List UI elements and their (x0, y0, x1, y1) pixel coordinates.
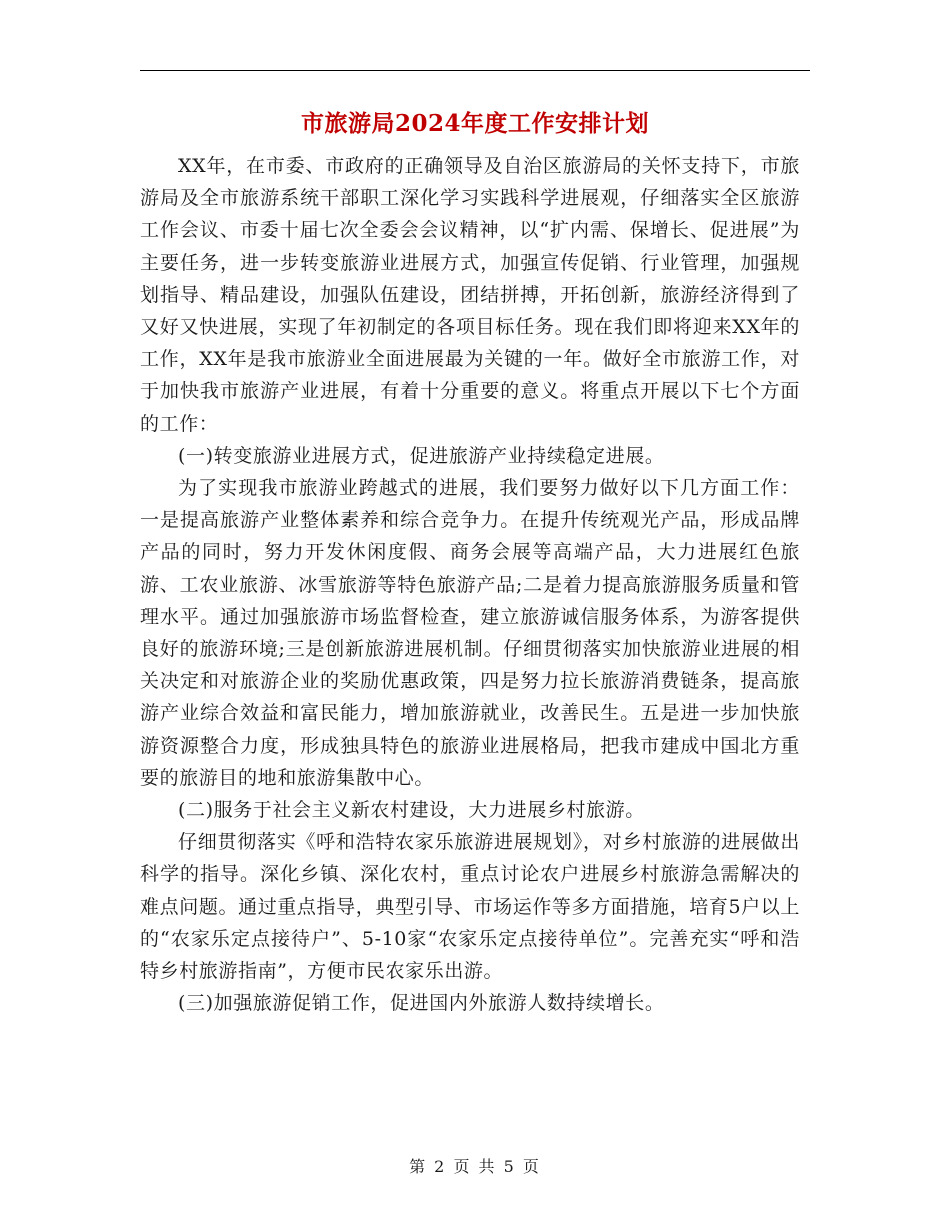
paragraph-section-2: 仔细贯彻落实《呼和浩特农家乐旅游进展规划》，对乡村旅游的进展做出科学的指导。深化乡镇、深化农村，重点讨论农户进展乡村旅游急需解决的难点问题。通过重点指导，典型引导、市场运作等多方面措施，培育5户以上的“农家乐定点接待户”、5-10家“农家乐定点接待单位”。完善充实“呼和浩特乡村旅游指南”，方便市民农家乐出游。 (140, 831, 800, 983)
section-heading-3: (三)加强旅游促销工作，促进国内外旅游人数持续增长。 (178, 992, 665, 1015)
paragraph-section-1: 为了实现我市旅游业跨越式的进展，我们要努力做好以下几方面工作：一是提高旅游产业整体素养和综合竞争力。在提升传统观光产品，形成品牌产品的同时，努力开发休闲度假、商务会展等高端产品，大力进展红色旅游、工农业旅游、冰雪旅游等特色旅游产品;二是着力提高旅游服务质量和管理水平。通过加强旅游市场监督检查，建立旅游诚信服务体系，为游客提供良好的旅游环境;三是创新旅游进展机制。仔细贯彻落实加快旅游业进展的相关决定和对旅游企业的奖励优惠政策，四是努力拉长旅游消费链条，提高旅游产业综合效益和富民能力，增加旅游就业，改善民生。五是进一步加快旅游资源整合力度，形成独具特色的旅游业进展格局，把我市建成中国北方重要的旅游目的地和旅游集散中心。 (140, 477, 800, 789)
section-heading-1: (一)转变旅游业进展方式，促进旅游产业持续稳定进展。 (178, 444, 665, 467)
section-heading-2: (二)服务于社会主义新农村建设，大力进展乡村旅游。 (178, 799, 645, 822)
header-rule (140, 70, 810, 71)
document-body (140, 150, 800, 1019)
document-title: 市旅游局2024年度工作安排计划 (300, 110, 649, 137)
paragraph-intro: XX年，在市委、市政府的正确领导及自治区旅游局的关怀支持下，市旅游局及全市旅游系统干部职工深化学习实践科学进展观，仔细落实全区旅游工作会议、市委十届七次全委会会议精神，以“扩内需、保增长、促进展”为主要任务，进一步转变旅游业进展方式，加强宣传促销、行业管理，加强规划指导、精品建设，加强队伍建设，团结拼搏，开拓创新，旅游经济得到了又好又快进展，实现了年初制定的各项目标任务。现在我们即将迎来XX年的工作，XX年是我市旅游业全面进展最为关键的一年。做好全市旅游工作，对于加快我市旅游产业进展，有着十分重要的意义。将重点开展以下七个方面的工作： (140, 155, 800, 435)
page-number-footer: 第 2 页 共 5 页 (409, 1157, 541, 1176)
